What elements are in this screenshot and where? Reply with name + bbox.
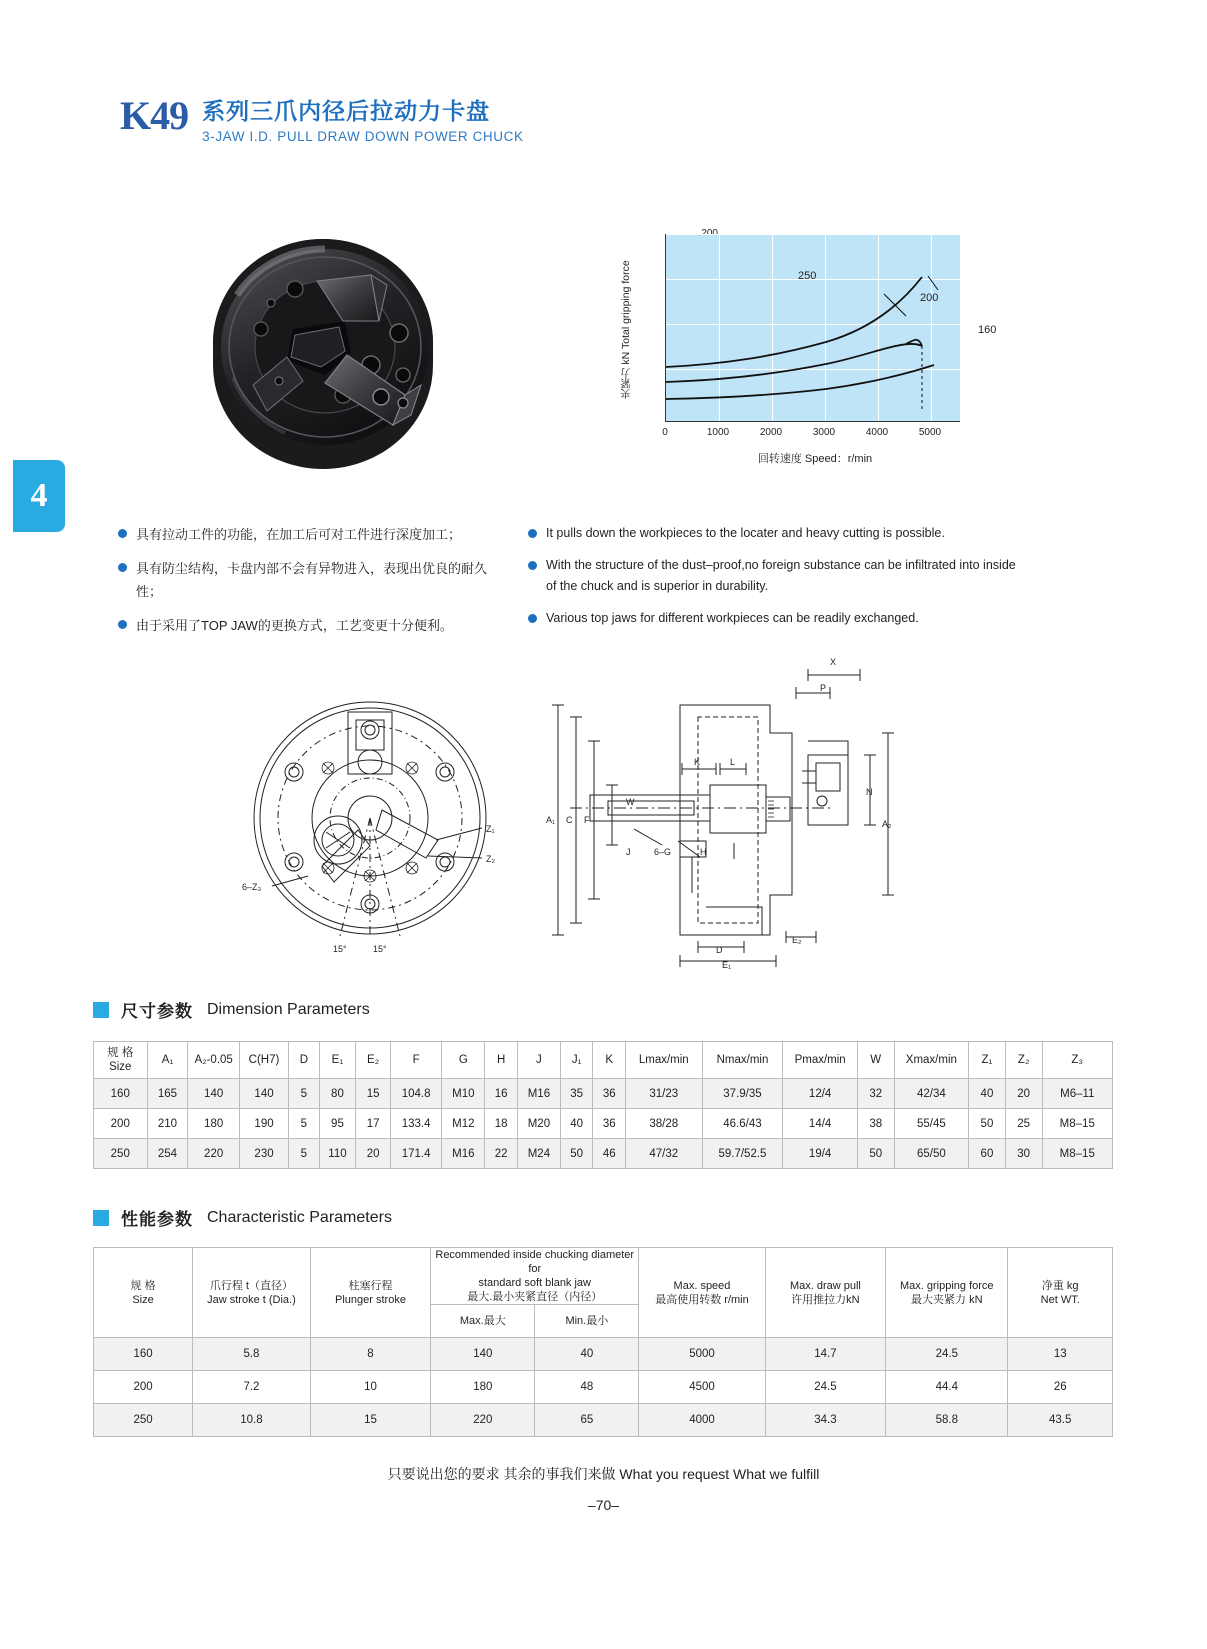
cell: 24.5 [765,1371,885,1404]
cell: 110 [319,1139,356,1169]
cell: M24 [517,1139,560,1169]
svg-text:A₁: A₁ [546,815,556,825]
svg-text:J: J [626,847,631,857]
chart-xtick-2000: 2000 [759,427,783,438]
col-d: D [289,1042,319,1079]
cell: 165 [147,1079,188,1109]
cell: 35 [560,1079,593,1109]
col-c: C(H7) [239,1042,288,1079]
svg-text:W: W [626,797,635,807]
list-item [118,523,498,546]
cell: 14/4 [783,1109,858,1139]
cell: 44.4 [886,1371,1008,1404]
cell: 8 [310,1338,430,1371]
cell: 95 [319,1109,356,1139]
svg-text:Z₁: Z₁ [486,824,495,834]
cell: 220 [188,1139,239,1169]
section-number-tab: 4 [13,460,65,532]
col-e2: E₂ [356,1042,391,1079]
cell: 250 [94,1404,193,1437]
cell: 12/4 [783,1079,858,1109]
feature-text-cn: 由于采用了TOP JAW的更换方式，工艺变更十分便利。 [136,618,453,633]
bullet-dot-icon [528,561,537,570]
cell: 5 [289,1139,319,1169]
svg-text:E₂: E₂ [792,935,802,945]
cell: 220 [431,1404,535,1437]
cell: 40 [535,1338,639,1371]
section-view-drawing [530,645,950,970]
model-code: K49 [120,93,189,138]
cell: 5.8 [193,1338,311,1371]
col-plunger-stroke: 柱塞行程 Plunger stroke [310,1248,430,1338]
col-f: F [390,1042,441,1079]
cell: 34.3 [765,1404,885,1437]
cell: M16 [517,1079,560,1109]
cell: 13 [1008,1338,1113,1371]
cell: 160 [94,1338,193,1371]
col-recommended-min: Min.最小 [535,1305,639,1338]
feature-text-cn: 具有防尘结构，卡盘内部不会有异物进入，表现出优良的耐久性； [136,561,488,599]
svg-text:15°: 15° [333,944,347,954]
cell: 59.7/52.5 [702,1139,783,1169]
col-z3: Z₃ [1042,1042,1112,1079]
chart-series-label-250: 250 [798,270,817,282]
cell: 30 [1005,1139,1042,1169]
dimension-parameters-table [93,1041,1113,1169]
col-lmaxmin: Lmax/min [625,1042,702,1079]
cell: M16 [442,1139,485,1169]
characteristic-parameters-heading [93,1205,392,1230]
col-e1: E₁ [319,1042,356,1079]
cell: 38/28 [625,1109,702,1139]
col-jaw-stroke: 爪行程 t（直径） Jaw stroke t (Dia.) [193,1248,311,1338]
cell: 36 [593,1079,626,1109]
bullet-dot-icon [528,529,537,538]
feature-list-cn [118,523,498,648]
col-size: 规 格 Size [94,1248,193,1338]
feature-text-en: It pulls down the workpieces to the locater and heavy cutting is possible. [546,526,945,540]
cell: 42/34 [894,1079,969,1109]
cell: 46.6/43 [702,1109,783,1139]
cell: 20 [356,1139,391,1169]
cell: 171.4 [390,1139,441,1169]
cell: 160 [94,1079,148,1109]
cell: 50 [857,1139,894,1169]
cell: 140 [188,1079,239,1109]
cell: 230 [239,1139,288,1169]
cell: M12 [442,1109,485,1139]
cell: 50 [560,1139,593,1169]
cell: 180 [188,1109,239,1139]
cell: 15 [356,1079,391,1109]
cell: 38 [857,1109,894,1139]
feature-text-cn: 具有拉动工件的功能，在加工后可对工件进行深度加工； [136,527,462,542]
cell: M20 [517,1109,560,1139]
cell: 140 [431,1338,535,1371]
cell: 5000 [639,1338,765,1371]
dimension-parameters-heading [93,997,370,1022]
bullet-dot-icon [528,614,537,623]
square-marker-icon [93,1210,109,1226]
cell: 210 [147,1109,188,1139]
col-z1: Z₁ [969,1042,1006,1079]
col-z2: Z₂ [1005,1042,1042,1079]
cell: 4500 [639,1371,765,1404]
table-row [94,1338,1113,1371]
cell: 58.8 [886,1404,1008,1437]
cell: 65/50 [894,1139,969,1169]
section-title-cn: 性能参数 [121,1210,193,1229]
col-max-gripping-force: Max. gripping force 最大夹紧力 kN [886,1248,1008,1338]
cell: 40 [560,1109,593,1139]
chart-y-axis-label: 夹紧力 kN Total gripping force [620,260,632,400]
list-item [528,523,1028,544]
col-max-draw-pull: Max. draw pull 许用推拉力kN [765,1248,885,1338]
chart-x-axis-label: 回转速度 Speed：r/min [757,453,873,465]
table-row [94,1371,1113,1404]
cell: 40 [969,1079,1006,1109]
col-recommended-max: Max.最大 [431,1305,535,1338]
cell: 254 [147,1139,188,1169]
cell: 4000 [639,1404,765,1437]
col-nmaxmin: Nmax/min [702,1042,783,1079]
col-max-speed: Max. speed 最高使用转数 r/min [639,1248,765,1338]
cell: 140 [239,1079,288,1109]
cell: 7.2 [193,1371,311,1404]
cell: 200 [94,1109,148,1139]
chart-series-label-200: 200 [920,292,939,304]
cell: 32 [857,1079,894,1109]
cell: M6–11 [1042,1079,1112,1109]
section-title-cn: 尺寸参数 [121,1002,193,1021]
table-row [94,1404,1113,1437]
feature-text-en: Various top jaws for different workpieces can be readily exchanged. [546,611,919,625]
cell: 25 [1005,1109,1042,1139]
bullet-dot-icon [118,620,127,629]
cell: 50 [969,1109,1006,1139]
cell: 104.8 [390,1079,441,1109]
section-title-en: Dimension Parameters [207,1000,370,1018]
cell: 180 [431,1371,535,1404]
table-row [94,1109,1113,1139]
svg-text:H: H [700,847,707,857]
cell: 20 [1005,1079,1042,1109]
cell: 5 [289,1109,319,1139]
cell: 26 [1008,1371,1113,1404]
col-net-weight: 净重 kg Net WT. [1008,1248,1113,1338]
col-j1: J₁ [560,1042,593,1079]
svg-text:A₂: A₂ [882,819,892,829]
cell: M10 [442,1079,485,1109]
characteristic-parameters-table [93,1247,1113,1437]
table-header-row [94,1248,1113,1305]
cell: 80 [319,1079,356,1109]
cell: M8–15 [1042,1139,1112,1169]
cell: 18 [485,1109,518,1139]
bullet-dot-icon [118,563,127,572]
cell: 55/45 [894,1109,969,1139]
footer-tagline: 只要说出您的要求 其余的事我们来做 What you request What we fulfill [387,1466,820,1482]
bullet-dot-icon [118,529,127,538]
cell: 190 [239,1109,288,1139]
col-a1: A₁ [147,1042,188,1079]
chart-xtick-0: 0 [662,427,668,438]
col-a2: A₂-0.05 [188,1042,239,1079]
list-item [528,555,1028,597]
page-header [120,95,524,144]
cell: 10.8 [193,1404,311,1437]
cell: 60 [969,1139,1006,1169]
table-row [94,1139,1113,1169]
chart-series-label-160: 160 [978,324,997,336]
cell: 17 [356,1109,391,1139]
product-photo [175,225,495,480]
col-xmaxmin: Xmax/min [894,1042,969,1079]
page-title-cn: 系列三爪内径后拉动力卡盘 [202,98,491,124]
svg-text:E₁: E₁ [722,960,732,970]
chart-plot-area [665,234,960,422]
svg-text:C: C [566,815,573,825]
cell: 133.4 [390,1109,441,1139]
chart-xtick-3000: 3000 [812,427,836,438]
cell: 24.5 [886,1338,1008,1371]
cell: 22 [485,1139,518,1169]
section-title-en: Characteristic Parameters [207,1208,392,1226]
front-view-drawing [230,690,520,970]
gripping-force-chart [620,222,1020,487]
col-recommended-diameter: Recommended inside chucking diameter for standard soft blank jaw 最大.最小夹紧直径（内径） [431,1248,639,1305]
square-marker-icon [93,1002,109,1018]
page-number: –70– [587,1497,620,1513]
col-pmaxmin: Pmax/min [783,1042,858,1079]
svg-text:L: L [730,757,736,767]
svg-text:6–Z₃: 6–Z₃ [242,882,262,892]
cell: 16 [485,1079,518,1109]
cell: 200 [94,1371,193,1404]
chart-xtick-5000: 5000 [918,427,942,438]
col-size: 规 格 Size [94,1042,148,1079]
cell: 10 [310,1371,430,1404]
cell: 14.7 [765,1338,885,1371]
svg-text:X: X [830,657,837,667]
chart-xtick-4000: 4000 [865,427,889,438]
svg-text:Z₂: Z₂ [486,854,495,864]
cell: 36 [593,1109,626,1139]
col-k: K [593,1042,626,1079]
feature-text-en: With the structure of the dust–proof,no foreign substance can be infiltrated into inside of the chuck and is superior in durability. [546,558,1016,593]
svg-text:P: P [820,683,827,693]
svg-text:6–G: 6–G [654,847,672,857]
page-title-en: 3-JAW I.D. PULL DRAW DOWN POWER CHUCK [202,129,524,144]
cell: 47/32 [625,1139,702,1169]
chart-xtick-1000: 1000 [706,427,730,438]
table-row [94,1079,1113,1109]
list-item [118,557,498,603]
cell: 31/23 [625,1079,702,1109]
list-item [118,614,498,637]
svg-text:F: F [584,815,590,825]
svg-text:15°: 15° [373,944,387,954]
col-h: H [485,1042,518,1079]
cell: 46 [593,1139,626,1169]
cell: M8–15 [1042,1109,1112,1139]
svg-text:K: K [694,757,701,767]
list-item [528,608,1028,629]
svg-text:N: N [866,787,873,797]
svg-text:D: D [716,945,723,955]
cell: 65 [535,1404,639,1437]
cell: 250 [94,1139,148,1169]
cell: 43.5 [1008,1404,1113,1437]
cell: 15 [310,1404,430,1437]
table-header-row [94,1042,1113,1079]
cell: 48 [535,1371,639,1404]
title-block [202,95,523,144]
col-g: G [442,1042,485,1079]
feature-list-en [528,523,1028,640]
cell: 5 [289,1079,319,1109]
col-j: J [517,1042,560,1079]
col-w: W [857,1042,894,1079]
cell: 37.9/35 [702,1079,783,1109]
cell: 19/4 [783,1139,858,1169]
